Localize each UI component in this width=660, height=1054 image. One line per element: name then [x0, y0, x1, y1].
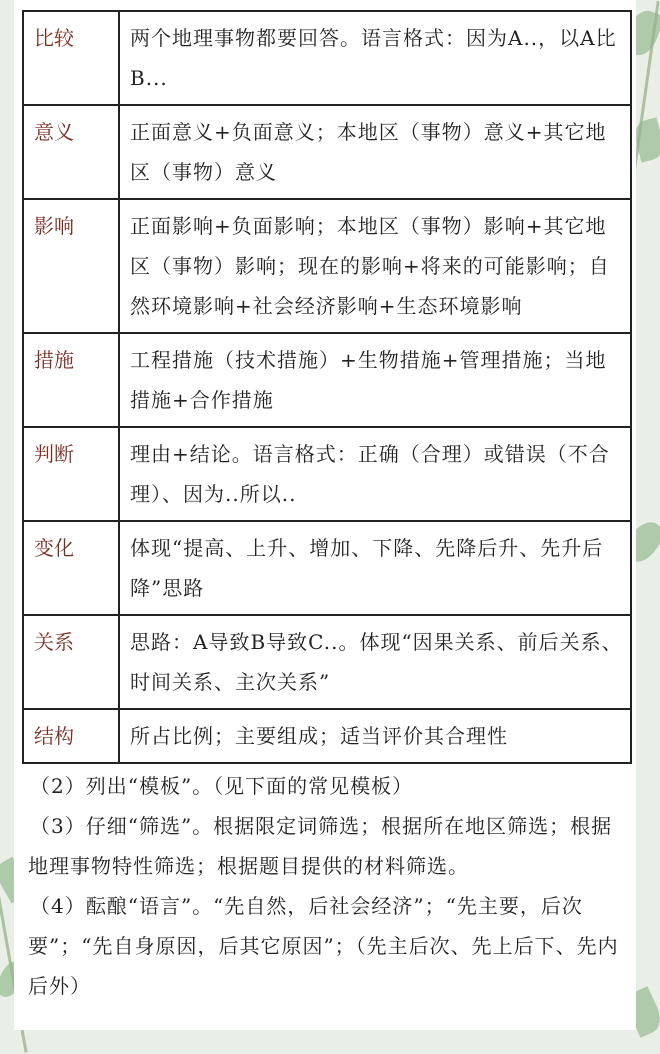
- table-row: [23, 427, 631, 521]
- row-description: 正面影响+负面影响；本地区（事物）影响+其它地区（事物）影响；现在的影响+将来的可能影响；自然环境影响+社会经济影响+生态环境影响: [119, 199, 631, 333]
- row-term: 比较: [23, 11, 119, 105]
- table-row: [23, 199, 631, 333]
- table-row: [23, 11, 631, 105]
- table-row: [23, 709, 631, 763]
- note-step-4: （4）酝酿“语言”。“先自然，后社会经济”；“先主要，后次要”；“先自身原因，后其它原因”；（先主后次、先上后下、先内后外）: [28, 894, 619, 998]
- row-description: 所占比例；主要组成；适当评价其合理性: [119, 709, 631, 763]
- row-term: 措施: [23, 333, 119, 427]
- note-step-2: （2）列出“模板”。（见下面的常见模板）: [30, 774, 414, 798]
- row-term: 意义: [23, 105, 119, 199]
- row-description: 理由+结论。语言格式：正确（合理）或错误（不合理）、因为..所以..: [119, 427, 631, 521]
- table-row: [23, 615, 631, 709]
- row-description: 两个地理事物都要回答。语言格式：因为A..，以A比B...: [119, 11, 631, 105]
- table-row: [23, 521, 631, 615]
- row-term: 结构: [23, 709, 119, 763]
- note-step-3: （3）仔细“筛选”。根据限定词筛选；根据所在地区筛选；根据地理事物特性筛选；根据题目提供的材料筛选。: [28, 814, 613, 878]
- row-description: 正面意义+负面意义；本地区（事物）意义+其它地区（事物）意义: [119, 105, 631, 199]
- row-description: 工程措施（技术措施）+生物措施+管理措施；当地措施+合作措施: [119, 333, 631, 427]
- document-card: [14, 0, 636, 1030]
- row-term: 影响: [23, 199, 119, 333]
- answer-template-table: [22, 10, 632, 764]
- row-term: 关系: [23, 615, 119, 709]
- notes-section: [28, 766, 628, 1006]
- row-term: 判断: [23, 427, 119, 521]
- row-term: 变化: [23, 521, 119, 615]
- table-row: [23, 333, 631, 427]
- row-description: 体现“提高、上升、增加、下降、先降后升、先升后降”思路: [119, 521, 631, 615]
- table-row: [23, 105, 631, 199]
- row-description: 思路：A导致B导致C..。体现“因果关系、前后关系、时间关系、主次关系”: [119, 615, 631, 709]
